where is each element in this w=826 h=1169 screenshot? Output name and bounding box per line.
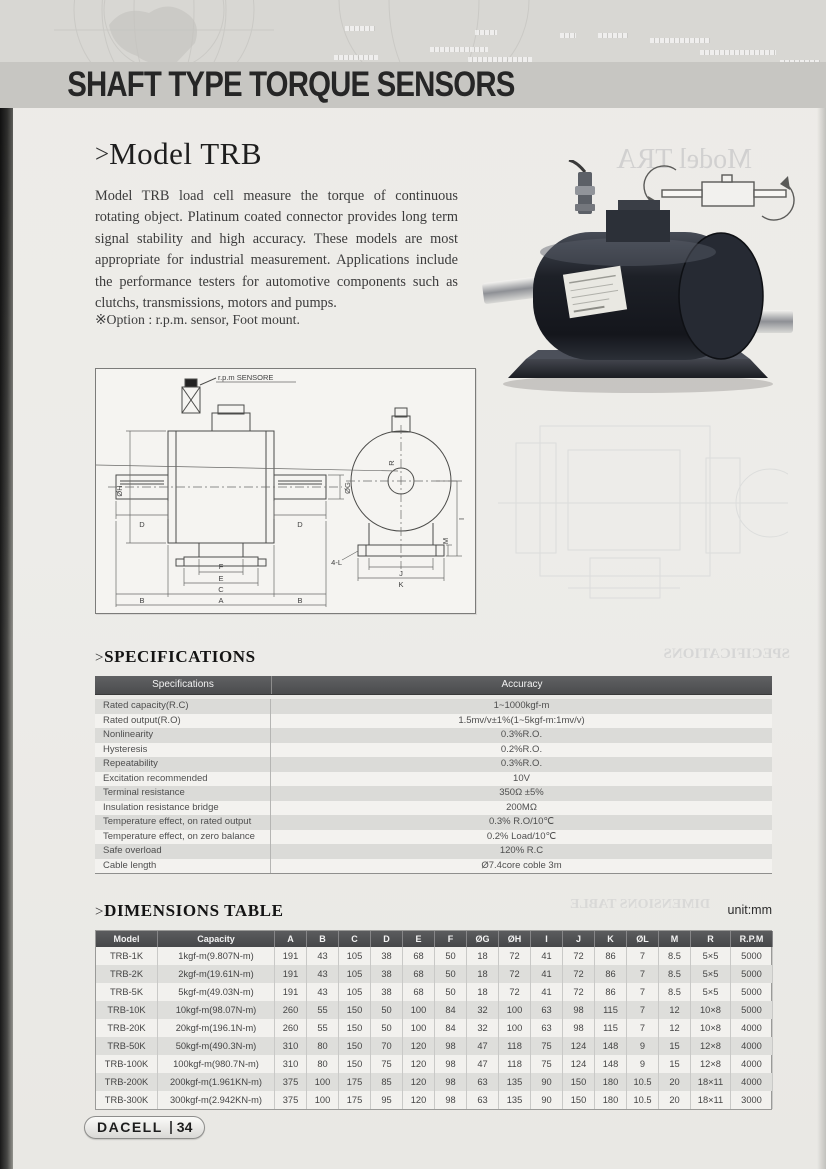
dim-column-header: I [531, 931, 563, 947]
dim-value-cell: 148 [595, 1055, 627, 1073]
spec-label: Terminal resistance [95, 786, 271, 801]
spec-row [95, 728, 772, 743]
pixel-decoration [560, 33, 576, 38]
dim-value-cell: 80 [307, 1055, 339, 1073]
dim-value-cell: 95 [371, 1091, 403, 1109]
dim-label-og: ØG [343, 482, 352, 494]
spec-row [95, 757, 772, 772]
spec-row [95, 801, 772, 816]
dim-value-cell: 105 [339, 947, 371, 965]
dim-value-cell: 4000 [731, 1037, 773, 1055]
dim-value-cell: 8.5 [659, 965, 691, 983]
dim-value-cell: 8.5 [659, 983, 691, 1001]
dim-value-cell: 100 [403, 1001, 435, 1019]
dim-value-cell: 375 [275, 1073, 307, 1091]
spec-value: 10V [513, 772, 530, 784]
dim-label-e: E [218, 574, 224, 583]
dim-value-cell: 12 [659, 1001, 691, 1019]
spec-table-header [95, 676, 772, 695]
dim-column-header: E [403, 931, 435, 947]
dim-value-cell: 135 [499, 1091, 531, 1109]
dim-value-cell: 7 [627, 1019, 659, 1037]
dim-value-cell: 5×5 [691, 947, 731, 965]
footer-divider [170, 1121, 172, 1134]
brand-logo: DACELL [97, 1119, 163, 1135]
dim-label-d: D [139, 520, 145, 529]
dim-value-cell: 260 [275, 1019, 307, 1037]
dim-value-cell: 5000 [731, 983, 773, 1001]
pixel-decoration [334, 55, 378, 60]
dim-value-cell: 70 [371, 1037, 403, 1055]
dim-column-header: Model [96, 931, 158, 947]
dim-value-cell: 98 [435, 1055, 467, 1073]
spec-row [95, 772, 772, 787]
spec-value: 0.3%R.O. [500, 758, 543, 769]
dim-column-header: K [595, 931, 627, 947]
spec-row [95, 859, 772, 874]
dim-value-cell: 2kgf-m(19.61N-m) [158, 965, 275, 983]
dim-value-cell: 115 [595, 1019, 627, 1037]
pixel-decoration [598, 33, 628, 38]
dim-value-cell: 18×11 [691, 1073, 731, 1091]
dim-value-cell: 75 [531, 1055, 563, 1073]
dim-value-cell: 5×5 [691, 965, 731, 983]
dim-value-cell: 120 [403, 1073, 435, 1091]
spec-row [95, 743, 772, 758]
dim-label-b: B [139, 596, 145, 605]
dim-value-cell: 32 [467, 1001, 499, 1019]
dim-value-cell: 18 [467, 947, 499, 965]
dim-value-cell: 191 [275, 983, 307, 1001]
dim-value-cell: 68 [403, 947, 435, 965]
unit-note: unit:mm [727, 903, 772, 917]
bleedthrough-text: DIMENSIONS TABLE [570, 897, 710, 912]
dim-value-cell: 68 [403, 983, 435, 1001]
dim-value-cell: 4000 [731, 1019, 773, 1037]
page-header-band [0, 62, 826, 108]
dim-value-cell: 8.5 [659, 947, 691, 965]
dimension-drawing [95, 368, 476, 614]
spec-row [95, 786, 772, 801]
dim-value-cell: 120 [403, 1037, 435, 1055]
dim-label-r: R [387, 460, 396, 466]
dim-value-cell: 18 [467, 983, 499, 1001]
dim-value-cell: 135 [499, 1073, 531, 1091]
dim-value-cell: 63 [467, 1091, 499, 1109]
dim-model-cell: TRB-5K [96, 983, 158, 1001]
dim-value-cell: 50 [435, 965, 467, 983]
dim-value-cell: 18×11 [691, 1091, 731, 1109]
dim-label-b: B [297, 596, 303, 605]
dim-value-cell: 7 [627, 983, 659, 1001]
dim-label-4l: 4-L [331, 558, 342, 567]
dim-value-cell: 84 [435, 1001, 467, 1019]
dimensions-heading: >DIMENSIONS TABLE [95, 901, 284, 920]
dim-column-header: B [307, 931, 339, 947]
dim-value-cell: 100kgf-m(980.7N-m) [158, 1055, 275, 1073]
model-description: Model TRB load cell measure the torque of continuous rotating object. Platinum coated connector provides long term signal stability and high accuracy. These models are most appropriate for industrial measurement. Applications include the performance testers for automotive components such as clutchs, transmissions, motors and pumps. [95, 188, 458, 312]
dim-column-header: R [691, 931, 731, 947]
dim-value-cell: 50 [435, 983, 467, 1001]
dim-value-cell: 10×8 [691, 1019, 731, 1037]
dim-value-cell: 18 [467, 965, 499, 983]
dim-column-header: R.P.M [731, 931, 773, 947]
dim-value-cell: 63 [467, 1073, 499, 1091]
dim-value-cell: 100 [499, 1019, 531, 1037]
rpm-sensor-label: r.p.m SENSORE [218, 373, 274, 382]
pixel-decoration [430, 47, 488, 52]
bleedthrough-text: Model TRA [616, 144, 752, 175]
title-marker: > [95, 141, 110, 168]
dim-value-cell: 32 [467, 1019, 499, 1037]
spec-value: 1~1000kgf-m [493, 700, 550, 711]
page-title: SHAFT TYPE TORQUE SENSORS [67, 65, 515, 104]
dim-value-cell: 47 [467, 1055, 499, 1073]
dim-value-cell: 63 [531, 1019, 563, 1037]
spec-label: Safe overload [95, 844, 271, 859]
dim-label-f: F [218, 562, 224, 571]
dim-model-cell: TRB-1K [96, 947, 158, 965]
dim-value-cell: 41 [531, 947, 563, 965]
dim-value-cell: 85 [371, 1073, 403, 1091]
dim-value-cell: 105 [339, 965, 371, 983]
spec-value: 350Ω ±5% [499, 787, 544, 798]
dim-value-cell: 90 [531, 1073, 563, 1091]
dim-value-cell: 75 [371, 1055, 403, 1073]
dim-value-cell: 120 [403, 1055, 435, 1073]
specifications-heading: >SPECIFICATIONS [95, 647, 256, 666]
spec-label: Temperature effect, on rated output [95, 815, 271, 830]
spec-row [95, 815, 772, 830]
dim-value-cell: 7 [627, 947, 659, 965]
dim-value-cell: 50 [435, 947, 467, 965]
dim-value-cell: 200kgf-m(1.961KN-m) [158, 1073, 275, 1091]
spec-label: Hysteresis [95, 743, 271, 758]
dim-value-cell: 150 [339, 1055, 371, 1073]
dim-value-cell: 150 [563, 1091, 595, 1109]
dim-model-cell: TRB-300K [96, 1091, 158, 1109]
spec-row [95, 830, 772, 845]
dim-value-cell: 55 [307, 1001, 339, 1019]
dim-value-cell: 10.5 [627, 1073, 659, 1091]
dim-value-cell: 68 [403, 965, 435, 983]
dim-value-cell: 38 [371, 965, 403, 983]
spec-row [95, 699, 772, 714]
dim-value-cell: 98 [435, 1091, 467, 1109]
dim-model-cell: TRB-200K [96, 1073, 158, 1091]
dim-value-cell: 72 [499, 983, 531, 1001]
dim-value-cell: 150 [339, 1001, 371, 1019]
dim-value-cell: 310 [275, 1055, 307, 1073]
dim-value-cell: 72 [563, 983, 595, 1001]
dim-label-m: M [441, 537, 450, 545]
dim-value-cell: 150 [339, 1019, 371, 1037]
dim-value-cell: 50 [371, 1019, 403, 1037]
dim-value-cell: 150 [563, 1073, 595, 1091]
spec-label: Temperature effect, on zero balance [95, 830, 271, 845]
dim-value-cell: 10.5 [627, 1091, 659, 1109]
page-number: 34 [176, 1119, 193, 1135]
pixel-decoration [475, 30, 497, 35]
spec-label: Cable length [95, 859, 271, 874]
dim-value-cell: 10kgf-m(98.07N-m) [158, 1001, 275, 1019]
dim-column-header: C [339, 931, 371, 947]
dim-value-cell: 41 [531, 983, 563, 1001]
footer-page-badge [84, 1116, 205, 1139]
dim-value-cell: 75 [531, 1037, 563, 1055]
spec-col-accuracy: Accuracy [501, 679, 543, 690]
dim-model-cell: TRB-2K [96, 965, 158, 983]
dim-value-cell: 175 [339, 1091, 371, 1109]
dim-value-cell: 38 [371, 947, 403, 965]
dim-model-cell: TRB-100K [96, 1055, 158, 1073]
dim-label-k: K [398, 580, 404, 589]
bleedthrough-drawing [488, 388, 788, 620]
dim-value-cell: 375 [275, 1091, 307, 1109]
dim-value-cell: 300kgf-m(2.942KN-m) [158, 1091, 275, 1109]
dim-value-cell: 4000 [731, 1055, 773, 1073]
dim-value-cell: 5000 [731, 947, 773, 965]
dim-value-cell: 115 [595, 1001, 627, 1019]
cable [569, 160, 585, 172]
dim-value-cell: 10×8 [691, 1001, 731, 1019]
dim-label-oh: ØH [115, 485, 124, 497]
dim-label-a: A [218, 596, 224, 605]
dim-value-cell: 41 [531, 965, 563, 983]
spec-label: Rated output(R.O) [95, 714, 271, 729]
dim-column-header: M [659, 931, 691, 947]
spec-value: 120% R.C [499, 845, 544, 856]
spec-value: 0.3% R.O/10℃ [488, 816, 555, 827]
dim-value-cell: 80 [307, 1037, 339, 1055]
dim-label-c: C [218, 585, 224, 594]
specifications-table [95, 676, 772, 874]
dim-value-cell: 100 [403, 1019, 435, 1037]
dim-value-cell: 20 [659, 1091, 691, 1109]
spec-label: Rated capacity(R.C) [95, 699, 271, 714]
spec-value: Ø7.4core coble 3m [481, 859, 562, 871]
spec-col-specifications: Specifications [95, 676, 272, 694]
dim-value-cell: 124 [563, 1055, 595, 1073]
dim-model-cell: TRB-50K [96, 1037, 158, 1055]
spec-label: Insulation resistance bridge [95, 801, 271, 816]
dim-value-cell: 100 [499, 1001, 531, 1019]
dim-value-cell: 43 [307, 965, 339, 983]
dim-value-cell: 5×5 [691, 983, 731, 1001]
option-note: ※Option : r.p.m. sensor, Foot mount. [95, 312, 300, 327]
dim-value-cell: 5kgf-m(49.03N-m) [158, 983, 275, 1001]
spec-row [95, 714, 772, 729]
dim-value-cell: 180 [595, 1073, 627, 1091]
dim-value-cell: 98 [563, 1019, 595, 1037]
dim-value-cell: 98 [435, 1073, 467, 1091]
top-band [0, 0, 826, 62]
dim-value-cell: 47 [467, 1037, 499, 1055]
dim-value-cell: 63 [531, 1001, 563, 1019]
dim-value-cell: 84 [435, 1019, 467, 1037]
dim-value-cell: 9 [627, 1055, 659, 1073]
dim-value-cell: 175 [339, 1073, 371, 1091]
dim-value-cell: 15 [659, 1037, 691, 1055]
dim-value-cell: 105 [339, 983, 371, 1001]
dim-value-cell: 9 [627, 1037, 659, 1055]
dim-value-cell: 191 [275, 965, 307, 983]
spec-table-body [95, 699, 772, 874]
model-title: >Model TRB [95, 136, 263, 171]
dim-value-cell: 124 [563, 1037, 595, 1055]
dim-value-cell: 50kgf-m(490.3N-m) [158, 1037, 275, 1055]
spec-row [95, 844, 772, 859]
spec-label: Repeatability [95, 757, 271, 772]
dim-column-header: D [371, 931, 403, 947]
dim-value-cell: 86 [595, 947, 627, 965]
dim-value-cell: 20 [659, 1073, 691, 1091]
dim-value-cell: 1kgf-m(9.807N-m) [158, 947, 275, 965]
dim-value-cell: 120 [403, 1091, 435, 1109]
dim-value-cell: 43 [307, 983, 339, 1001]
dim-value-cell: 100 [307, 1073, 339, 1091]
dim-column-header: ØG [467, 931, 499, 947]
spec-value: 0.3%R.O. [500, 729, 543, 740]
dim-value-cell: 72 [563, 947, 595, 965]
label-sticker [563, 266, 627, 319]
dim-value-cell: 15 [659, 1055, 691, 1073]
spec-label: Excitation recommended [95, 772, 271, 787]
dim-value-cell: 5000 [731, 965, 773, 983]
dim-value-cell: 98 [563, 1001, 595, 1019]
dim-value-cell: 100 [307, 1091, 339, 1109]
page-edge-shadow [817, 0, 826, 1169]
dim-value-cell: 20kgf-m(196.1N-m) [158, 1019, 275, 1037]
dim-model-cell: TRB-10K [96, 1001, 158, 1019]
dim-value-cell: 118 [499, 1037, 531, 1055]
dim-column-header: F [435, 931, 467, 947]
dim-value-cell: 7 [627, 1001, 659, 1019]
spec-value: 200MΩ [506, 801, 537, 813]
dim-value-cell: 191 [275, 947, 307, 965]
dim-value-cell: 55 [307, 1019, 339, 1037]
dim-column-header: J [563, 931, 595, 947]
dim-value-cell: 5000 [731, 1001, 773, 1019]
dim-value-cell: 310 [275, 1037, 307, 1055]
product-photo [478, 160, 798, 395]
dim-value-cell: 12×8 [691, 1055, 731, 1073]
dim-value-cell: 3000 [731, 1091, 773, 1109]
pixel-decoration [650, 38, 710, 43]
dim-value-cell: 86 [595, 965, 627, 983]
spec-value: 0.2%R.O. [500, 743, 543, 755]
dim-column-header: ØH [499, 931, 531, 947]
dim-label-j: J [399, 569, 403, 578]
mounting-base [508, 359, 768, 378]
dim-value-cell: 72 [499, 965, 531, 983]
dim-value-cell: 148 [595, 1037, 627, 1055]
dim-label-d: D [297, 520, 303, 529]
spec-label: Nonlinearity [95, 728, 271, 743]
dim-column-header: ØL [627, 931, 659, 947]
dim-value-cell: 50 [371, 1001, 403, 1019]
dim-value-cell: 72 [499, 947, 531, 965]
dim-value-cell: 4000 [731, 1073, 773, 1091]
dim-value-cell: 7 [627, 965, 659, 983]
dim-value-cell: 38 [371, 983, 403, 1001]
dim-value-cell: 150 [339, 1037, 371, 1055]
dim-value-cell: 260 [275, 1001, 307, 1019]
dim-value-cell: 43 [307, 947, 339, 965]
bleedthrough-text: SPECIFICATIONS [663, 646, 790, 662]
pixel-decoration [700, 50, 776, 55]
dim-value-cell: 72 [563, 965, 595, 983]
dim-label-i: I [457, 517, 466, 521]
dim-value-cell: 90 [531, 1091, 563, 1109]
spec-value: 1.5mv/v±1%(1~5kgf-m:1mv/v) [458, 714, 585, 726]
dim-value-cell: 180 [595, 1091, 627, 1109]
dim-value-cell: 86 [595, 983, 627, 1001]
dim-value-cell: 98 [435, 1037, 467, 1055]
dim-column-header: A [275, 931, 307, 947]
spec-value: 0.2% Load/10℃ [486, 830, 557, 842]
dim-value-cell: 118 [499, 1055, 531, 1073]
dimensions-grid [95, 930, 772, 1110]
book-spine [0, 0, 13, 1169]
dim-column-header: Capacity [158, 931, 275, 947]
pixel-decoration [345, 26, 375, 31]
dim-model-cell: TRB-20K [96, 1019, 158, 1037]
dim-value-cell: 12×8 [691, 1037, 731, 1055]
dim-value-cell: 12 [659, 1019, 691, 1037]
